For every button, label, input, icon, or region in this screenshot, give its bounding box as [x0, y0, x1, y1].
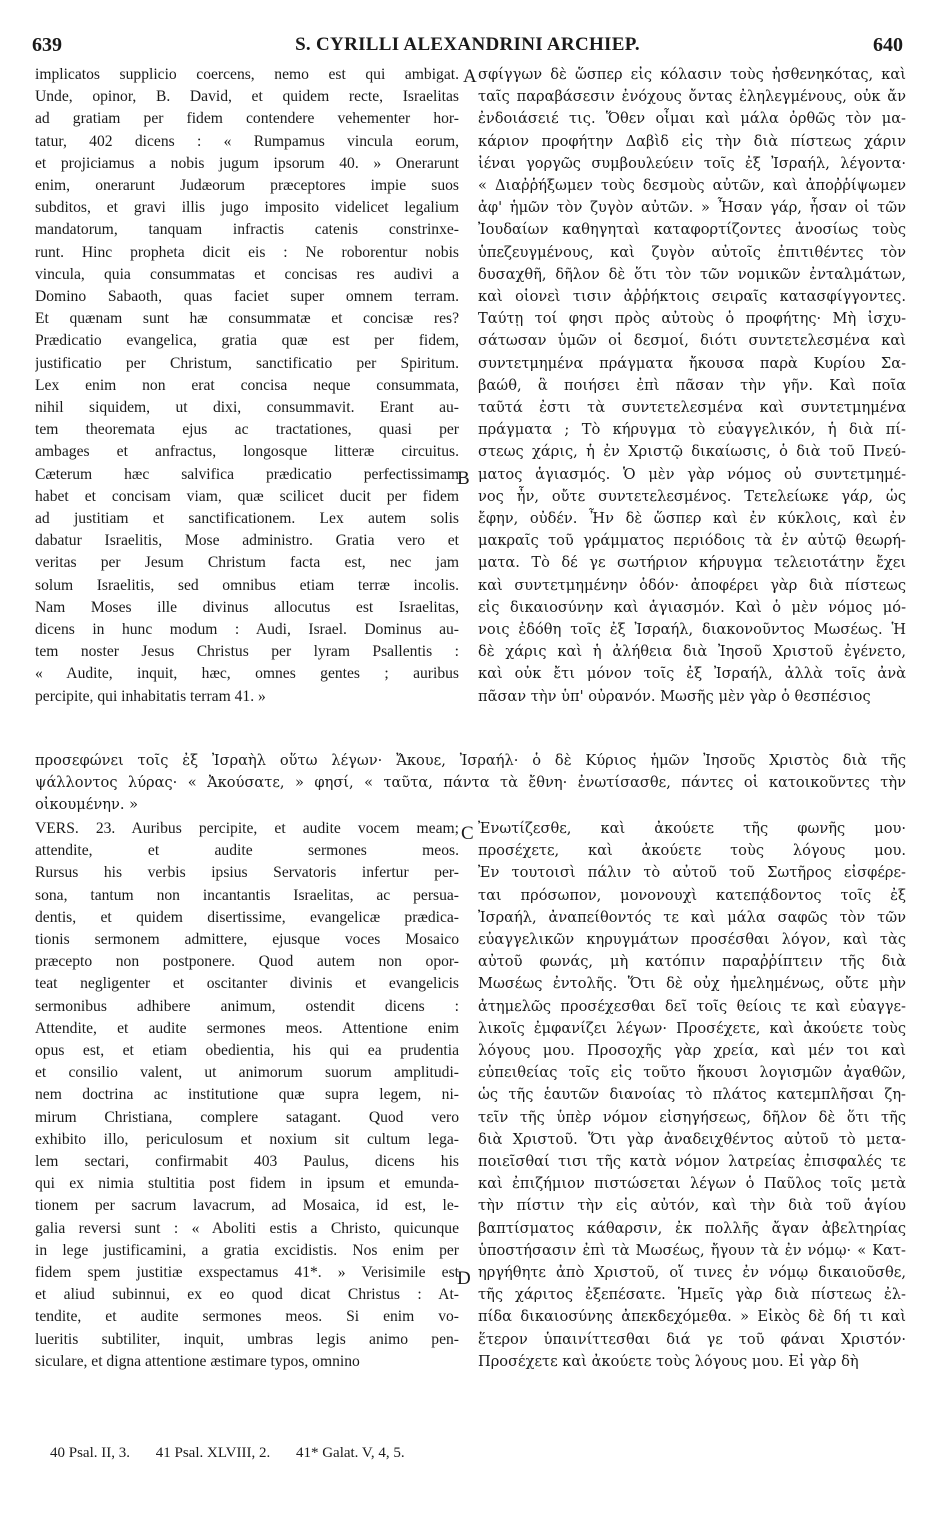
text-line: συντετμημένα πράγματα ἤκουσα παρὰ Κυρίου Σα-	[478, 354, 906, 372]
text-line: ἀφ' ἡμῶν τὸν ζυγὸν αὐτῶν. » Ἦσαν γάρ, ἦσαν οἱ τῶν	[478, 199, 906, 217]
text-line: ἔφην, οὐδέν. Ἦν δὲ ὥσπερ καὶ ἐν κύκλοις, καὶ ἐν	[478, 510, 906, 528]
text-line: justificatio per Christum, sanctificatio per Spiritum.	[35, 354, 459, 372]
text-line: λόγους μου. Προσοχῆς γὰρ χρεία, καὶ μέν τοι καὶ	[478, 1042, 906, 1060]
text-line: tionis sermonem admittere, ejusque voces Mosaico	[35, 931, 459, 949]
text-line: ἀτημελῶς προσέχεσθαι δεῖ τοῖς θείοις τε καὶ εὐαγγε-	[478, 997, 906, 1015]
text-line: Προσέχετε καὶ ἀκούετε τοὺς λόγους μου. Εἰ γὰρ δὴ	[478, 1352, 859, 1370]
text-line: vincula, quia consummatas et concisas res audivi a	[35, 265, 459, 283]
text-line: πράγματα ; Τὸ κήρυγμα τὸ εὐαγγελικόν, ἡ διὰ πί-	[478, 421, 906, 439]
text-line: runt. Hinc propheta dicit eis : Ne roborentur nobis	[35, 243, 459, 261]
text-line: καὶ οἱονεὶ τισιν ἀῤῥήκτοις σειραῖς κατασφίγγοντες.	[478, 288, 906, 306]
text-line: dentis, et quidem disertissime, evangelicæ prædica-	[35, 908, 459, 926]
text-line: ματα. Τὸ δέ γε σωτήριον κήρυγμα τελειοτάτην ἔχει	[478, 554, 906, 572]
text-line: εὐπειθείας τοῖς εἰς τοῦτο ἥκουσι λογισμῶν ἀγαθῶν,	[478, 1064, 906, 1082]
footnote-40: 40 Psal. II, 3.	[50, 1445, 130, 1461]
text-line: τῆς χάριτος ἐξεπέσατε. Ἡμεῖς γὰρ διὰ πίστεως ἐλ-	[478, 1286, 906, 1304]
text-line: et projiciamus a nobis jugum ipsorum 40. » Onerarunt	[35, 154, 459, 172]
text-line: exhibito illo, periculosum et noxium sit cultum lega-	[35, 1130, 459, 1148]
text-line: πίδα δικαιοσύνης ἀπεκδεχόμεθα. » Εἰκὸς δὲ δή τι καὶ	[478, 1308, 906, 1326]
section-marker-c: C	[461, 823, 474, 844]
text-line: Ταύτῃ τοί φησι πρὸς αὐτοὺς ὁ προφήτης· Μὴ ἰσχυ-	[478, 310, 906, 328]
text-line: dabatur Israelitis, Mose administro. Gratia vero et	[35, 532, 459, 550]
text-line: βαώθ, ἃ ποιήσει ἐπὶ πᾶσαν τὴν γῆν. Καὶ ποῖα	[478, 376, 906, 394]
text-line: δὲ χάρις καὶ ἡ ἀλήθεια διὰ Ἰησοῦ Χριστοῦ ἐγένετο,	[478, 643, 906, 661]
text-line: προσέχετε, καὶ ἀκούετε τοὺς λόγους μου.	[478, 842, 906, 860]
greek-column-top	[478, 64, 906, 708]
page-number-right: 640	[873, 34, 903, 56]
text-line: opus est, et etiam obedientia, his qui ea prudentia	[35, 1042, 459, 1060]
text-line: siculare, et digna attentione æstimare typos, omnino	[35, 1352, 360, 1370]
latin-column-bottom	[35, 818, 459, 1373]
text-line: ad gratiam per fidem contendere vehementer hor-	[35, 110, 459, 128]
text-line: subditos, et gravi illis jugo imposito videlicet legalium	[35, 199, 459, 217]
text-line: οἰκουμένην. »	[35, 796, 139, 814]
text-line: πᾶσαν τὴν ὑπ' οὐρανόν. Μωσῆς μὲν γὰρ ὁ θεσπέσιος	[478, 687, 871, 705]
text-line: ὑπεζευγμένους, καὶ ζυγὸν αὐτοῖς ἐπιτιθέντες τὸν	[478, 243, 906, 261]
text-line: tendite, et audite sermones meos. Si enim vo-	[35, 1308, 459, 1326]
text-line: Rursus his verbis ipsius Servatoris infertur per-	[35, 864, 459, 882]
text-line: Ἰουδαίων καθηγηταὶ καταφορτίζοντες ἀνοσίως τοὺς	[478, 221, 906, 239]
text-line: tatur, 402 dicens : « Rumpamus vincula eorum,	[35, 132, 459, 150]
text-line: μακραῖς τοῦ γράμματος περιόδοις τὰ ἐν αὐτῷ θεωρή-	[478, 532, 906, 550]
text-line: solum Israelitis, sed omnibus etiam terræ incolis.	[35, 576, 459, 594]
text-line: εἰς δικαιοσύνην καὶ ἁγιασμόν. Καὶ ὁ μὲν νόμος μό-	[478, 598, 906, 616]
text-line: Unde, opinor, B. David, et quidem recte, Israelitas	[35, 88, 459, 106]
page-header	[32, 34, 903, 64]
text-line: Ἰσραήλ, ἀναπείθοντός τε καὶ μάλα σαφῶς τὸν τῶν	[478, 908, 906, 926]
text-line: λικοῖς ἐμφανίζει λέγων· Προσέχετε, καὶ ἀκούετε τοὺς	[478, 1019, 906, 1037]
text-line: ται πρόσωπον, μονονουχὶ κατεπᾴδοντος τοῖς ἐξ	[478, 886, 906, 904]
text-line: αὐτοῦ φωνάς, μὴ κατόπιν παραῤῥίπτειν τῆς διὰ	[478, 953, 906, 971]
text-line: implicatos supplicio coercens, nemo est qui ambigat.	[35, 66, 459, 83]
text-line: ad justitiam et sanctificationem. Lex autem solis	[35, 510, 459, 528]
text-line: εὐαγγελικῶν κηρυγμάτων προσέσθαι λόγον, καὶ τὰς	[478, 931, 906, 949]
text-line: « Διαῤῥήξωμεν τοὺς δεσμοὺς αὐτῶν, καὶ ἀποῤῥίψωμεν	[478, 177, 906, 195]
text-line: galia reversi sunt : « Aboliti estis a Christo, quicunque	[35, 1219, 459, 1237]
text-line: σφίγγων δὲ ὥσπερ εἰς κόλασιν τοὺς ἠσθενηκότας, καὶ	[478, 66, 906, 83]
text-line: ματος ἁγιασμός. Ὁ μὲν γὰρ νόμος οὐ συντετμημέ-	[478, 465, 906, 483]
text-line: ηργήθητε ἀπὸ Χριστοῦ, οἵ τινες ἐν νόμῳ δικαιοῦσθε,	[478, 1264, 906, 1282]
text-line: præcepto non postponere. Quod autem non opor-	[35, 953, 459, 971]
text-line: tem noster Jesus Christus per lyram Psallentis :	[35, 643, 459, 661]
text-line: sona, tantum non incantantis Israelitas, ac persua-	[35, 886, 459, 904]
text-line: dicens in hunc modum : Audi, Israel. Dominus au-	[35, 621, 459, 639]
text-line: Μωσέως ἐντολῆς. Ὅτι δὲ οὐχ ἠμελημένως, οὔτε μὴν	[478, 975, 906, 993]
text-line: βαπτίσματος κάθαρσιν, ἐκ πολλῆς ἄγαν ἀβελτηρίας	[478, 1219, 906, 1237]
text-line: κάριον προφήτην Δαβὶδ εἰς τὴν διὰ πίστεως χάριν	[478, 132, 906, 150]
text-line: mandatorum, tanquam infractis catenis constrinxe-	[35, 221, 459, 239]
text-line: sermonibus adhibere animum, ostendit dicens :	[35, 997, 459, 1015]
text-line: et aliud subinnui, ex eo quod dicat Christus : At-	[35, 1286, 459, 1304]
section-marker-d: D	[457, 1268, 471, 1289]
text-line: veritas per Jesum Christum facta est, nec jam	[35, 554, 459, 572]
text-line: καὶ ἐπιζήμιον πιστώσεται λέγων ὁ Παῦλος τοῖς μετὰ	[478, 1175, 906, 1193]
text-line: ὑποστήσασιν ἐπὶ τὰ Μωσέως, ἤγουν τὰ ἐν νόμῳ· « Κατ-	[478, 1241, 906, 1259]
text-line: Ἐνωτίζεσθε, καὶ ἀκούετε τῆς φωνῆς μου·	[478, 820, 906, 837]
text-line: νος ἦν, οὔτε συντετελεσμένος. Τετελείωκε γάρ, ὡς	[478, 487, 906, 505]
text-line: Prædicatio evangelica, gratia quæ est per fidem,	[35, 332, 459, 350]
text-line: τὴν πίστιν τὴν εἰς αὐτόν, καὶ τὴν διὰ τοῦ ἁγίου	[478, 1197, 906, 1215]
text-line: nem doctrina ac institutione quæ supra legem, ni-	[35, 1086, 459, 1104]
text-line: attendite, et audite sermones meos.	[35, 842, 459, 860]
text-line: ταῖς παραβάσεσιν ἐνόχους ὄντας ἐληλεγμένους, οὐκ ἄν	[478, 88, 906, 106]
text-line: tionem per sacrum lavacrum, ad Mosaica, id est, le-	[35, 1197, 459, 1215]
text-line: ὡς τῆς ἑαυτῶν διανοίας τὸ πλάτος κατεμπλῆσαι ζη-	[478, 1086, 906, 1104]
text-line: ἕτερον ὑπαινίττεσθαι διά γε τοῦ φάναι Χριστόν·	[478, 1330, 906, 1348]
text-line: « Audite, inquit, hæc, omnes gentes ; auribus	[35, 665, 459, 683]
text-line: στεως χάρις, ἡ ἐν Χριστῷ δικαίωσις, ὁ διὰ τοῦ Πνεύ-	[478, 443, 906, 461]
page-number-left: 639	[32, 34, 62, 56]
text-line: teat negligenter et oscitanter divinis et evangelicis	[35, 975, 459, 993]
text-line: mirum Christiana, complere satagant. Quod vero	[35, 1108, 459, 1126]
footnotes	[50, 1445, 427, 1462]
text-line: Domino Sabaoth, quas faciet super omnem terram.	[35, 288, 459, 306]
text-line: enim, onerarunt Judæorum præceptores impie suos	[35, 177, 459, 195]
text-line: νοις ἐδόθη τοῖς ἐξ Ἰσραήλ, διακονοῦντος Μωσέως. Ἡ	[478, 621, 906, 639]
text-line: qui ex nimia stultitia post fidem in ipsum et emunda-	[35, 1175, 459, 1193]
text-line: habet et concisam viam, quæ scilicet ducit per fidem	[35, 487, 459, 505]
text-line: Lex enim non erat concisa neque consummata,	[35, 376, 459, 394]
text-line: προσεφώνει τοῖς ἐξ Ἰσραὴλ οὕτω λέγων· Ἄκουε, Ἰσραήλ· ὁ δὲ Κύριος ἡμῶν Ἰησοῦς Χριστὸς διὰ τῆς	[35, 752, 906, 769]
text-line: Ἐν τουτοισὶ πάλιν τὸ αὐτοῦ τοῦ Σωτῆρος εἰσφέρε-	[478, 864, 906, 882]
text-line: τεῖν τῆς ὑπὲρ νόμον εἰσηγήσεως, δῆλον δὲ ὅτι τῆς	[478, 1108, 906, 1126]
text-line: et consilio valent, ut animorum suorum amplitudi-	[35, 1064, 459, 1082]
text-line: ταῦτά ἐστι τὰ συντετελεσμένα καὶ συντετμημένα	[478, 399, 906, 417]
greek-full-width	[35, 750, 906, 817]
text-line: ποιεῖσθαί τισι τῆς κατὰ νόμον λατρείας ἐπισφαλές τε	[478, 1153, 906, 1171]
footnote-41-star: 41* Galat. V, 4, 5.	[295, 1445, 405, 1461]
text-line: nihil siquidem, ut dixi, consummavit. Erant au-	[35, 399, 459, 417]
text-line: Et quænam sunt hæ consummatæ et concisæ res?	[35, 310, 459, 328]
text-line: VERS. 23. Auribus percipite, et audite vocem meam;	[35, 820, 459, 837]
text-line: ἐνδοιάσειέ τις. Ὅθεν οἶμαι καὶ μάλα ὀρθῶς τὸν μα-	[478, 110, 906, 128]
text-line: δυσαχθῆ, δῆλον δὲ ὅτι τὸν τῶν νομικῶν ἐνταλμάτων,	[478, 265, 906, 283]
text-line: percipite, qui inhabitatis terram 41. »	[35, 687, 266, 705]
text-line: in lege justificamini, a gratia excidistis. Nos enim per	[35, 1241, 459, 1259]
text-line: fidem spem justitiæ exspectamus 41*. » Verisimile est	[35, 1264, 459, 1282]
running-title: S. CYRILLI ALEXANDRINI ARCHIEP.	[295, 34, 640, 55]
footnote-41: 41 Psal. XLVIII, 2.	[155, 1445, 271, 1461]
latin-column-top	[35, 64, 459, 708]
text-line: Attendite, et audite sermones meos. Attentione enim	[35, 1019, 459, 1037]
text-line: Cæterum hæc salvifica prædicatio perfectissimam	[35, 465, 459, 483]
text-line: σάτωσαν ὑμῶν οἱ δεσμοί, διότι συντετελεσμένα καὶ	[478, 332, 906, 350]
text-line: Nam Moses ille divinus allocutus est Israelitas,	[35, 598, 459, 616]
greek-column-bottom	[478, 818, 906, 1373]
text-line: ἰέναι γοργῶς συμβουλεύειν τοῖς ἐξ Ἰσραήλ, λέγοντα·	[478, 154, 906, 172]
text-line: ambages et anfractus, longosque litteræ circuitus.	[35, 443, 459, 461]
text-line: lem sectari, confirmabit 403 Paulus, dicens his	[35, 1153, 459, 1171]
section-marker-a: A	[463, 66, 477, 87]
section-marker-b: B	[457, 468, 470, 489]
text-line: lueritis subtiliter, inquit, umbras legis animo pen-	[35, 1330, 459, 1348]
text-line: διὰ Χριστοῦ. Ὅτι γὰρ ἀναδειχθέντος αὐτοῦ τὸ μετα-	[478, 1130, 906, 1148]
text-line: καὶ οὐκ ἔτι μόνον τοῖς ἐξ Ἰσραήλ, ἀλλὰ τοῖς ἀνὰ	[478, 665, 906, 683]
text-line: ψάλλοντος λύρας· « Ἀκούσατε, » φησί, « ταῦτα, πάντα τὰ ἔθνη· ἐνωτίσασθε, πάντες οἱ κατοικοῦντες τὴν	[35, 774, 906, 792]
text-line: tem theoremata ejus ac tractationes, quasi per	[35, 421, 459, 439]
text-line: καὶ συντετμημένην ὁδόν· ἀποφέρει γὰρ διὰ πίστεως	[478, 576, 906, 594]
